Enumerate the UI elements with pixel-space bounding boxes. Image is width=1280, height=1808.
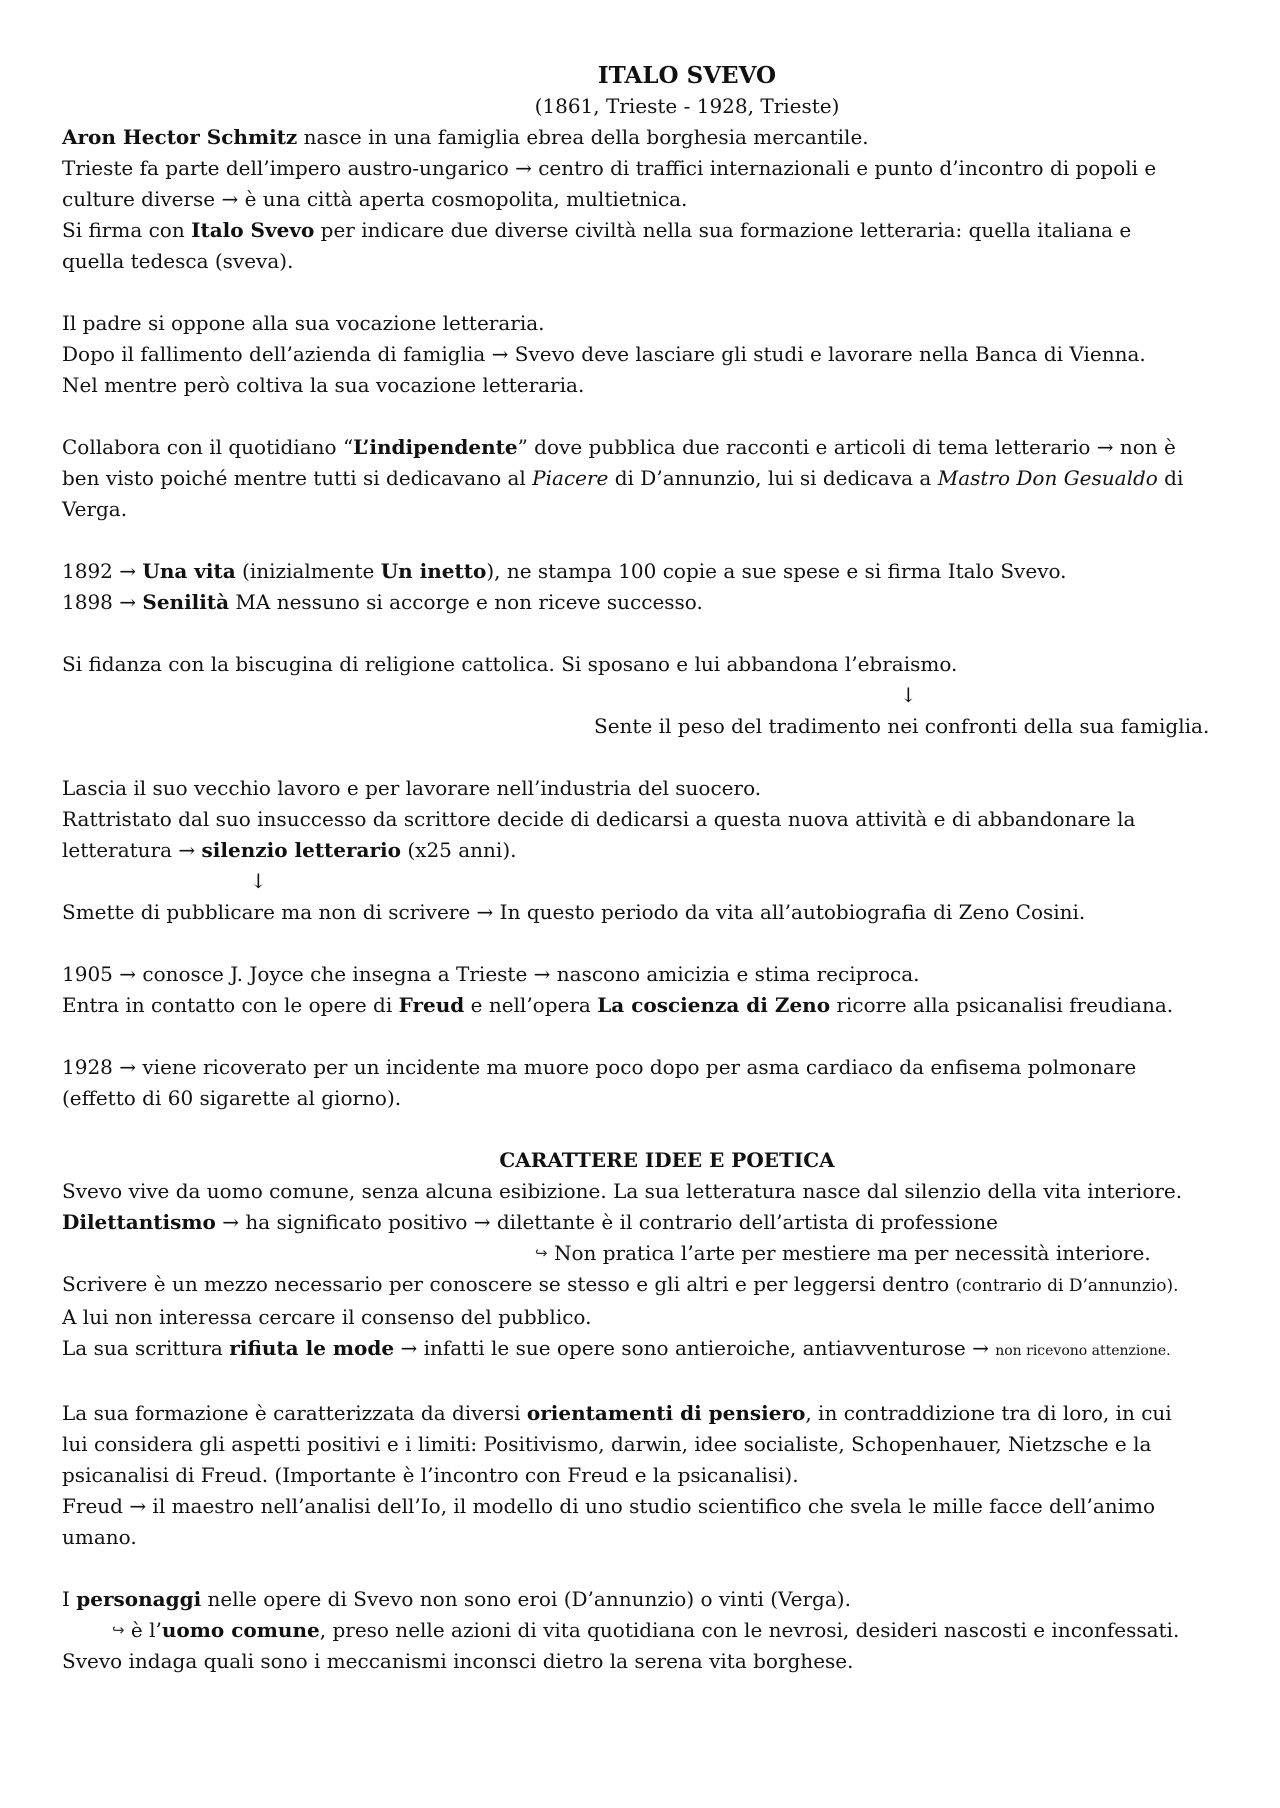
characters-line-2: ↪ è l’uomo comune, preso nelle azioni di vita quotidiana con le nevrosi, desideri nascosti e inconfessati. bbox=[112, 1618, 1180, 1642]
work-mastro-don-gesualdo: Mastro Don Gesualdo bbox=[937, 466, 1158, 490]
bio-line-4: Si firma con Italo Svevo per indicare due diverse civiltà nella sua formazione letteraria: quella italiana e bbox=[62, 218, 1132, 242]
poetics-line-1: Svevo vive da uomo comune, senza alcuna esibizione. La sua letteratura nasce dal silenzio della vita interiore. bbox=[62, 1179, 1183, 1203]
silence-line-4: Smette di pubblicare ma non di scrivere → In questo periodo da vita all’autobiografia di Zeno Cosini. bbox=[62, 900, 1086, 924]
collab-line-3: Verga. bbox=[62, 497, 128, 521]
bio-line-2: Trieste fa parte dell’impero austro-ungarico → centro di traffici internazionali e punto d’incontro di popoli e bbox=[62, 156, 1157, 180]
family-line-2: Dopo il fallimento dell’azienda di famiglia → Svevo deve lasciare gli studi e lavorare nella Banca di Vienna. bbox=[62, 342, 1146, 366]
formation-line-4: Freud → il maestro nell’analisi dell’Io, il modello di uno studio scientifico che svela le mille facce dell’animo bbox=[62, 1494, 1156, 1518]
common-man-term: uomo comune bbox=[161, 1618, 320, 1642]
silence-line-2: Rattristato dal suo insuccesso da scrittore decide di dedicarsi a questa nuova attività e di abbandonare la bbox=[62, 807, 1136, 831]
collab-line-1: Collabora con il quotidiano “L’indipendente” dove pubblica due racconti e articoli di tema letterario → non è bbox=[62, 435, 1176, 459]
works-line-1: 1892 → Una vita (inizialmente Un inetto), ne stampa 100 copie a sue spese e si firma Italo Svevo. bbox=[62, 559, 1067, 583]
spacer bbox=[62, 1553, 1232, 1584]
formation-line-1: La sua formazione è caratterizzata da diversi orientamenti di pensiero, in contraddizione tra di loro, in cui bbox=[62, 1401, 1172, 1425]
rejects-trends: rifiuta le mode bbox=[229, 1336, 395, 1360]
thought-orientations: orientamenti di pensiero bbox=[526, 1401, 806, 1425]
work-un-inetto: Un inetto bbox=[380, 559, 487, 583]
spacer bbox=[62, 401, 1232, 432]
down-arrow-icon: ↓ bbox=[250, 869, 267, 893]
poetics-line-5: A lui non interessa cercare il consenso del pubblico. bbox=[62, 1305, 592, 1329]
life-dates: (1861, Trieste - 1928, Trieste) bbox=[534, 94, 840, 118]
newspaper-name: L’indipendente bbox=[353, 435, 518, 459]
hook-arrow-icon: ↪ bbox=[535, 1244, 548, 1262]
works-line-2: 1898 → Senilità MA nessuno si accorge e non riceve successo. bbox=[62, 590, 703, 614]
poetics-line-3: ↪ Non pratica l’arte per mestiere ma per necessità interiore. bbox=[535, 1241, 1151, 1265]
bio-line-3: culture diverse → è una città aperta cosmopolita, multietnica. bbox=[62, 187, 688, 211]
family-line-3: Nel mentre però coltiva la sua vocazione letteraria. bbox=[62, 373, 585, 397]
silence-line-3: letteratura → silenzio letterario (x25 anni). bbox=[62, 838, 517, 862]
poetics-line-6: La sua scrittura rifiuta le mode → infatti le sue opere sono antieroiche, antiavventurose → non ricevono attenzione. bbox=[62, 1336, 1171, 1360]
spacer bbox=[62, 742, 1232, 773]
spacer bbox=[62, 928, 1232, 959]
work-coscienza-di-zeno: La coscienza di Zeno bbox=[597, 993, 831, 1017]
collab-line-2: ben visto poiché mentre tutti si dedicavano al Piacere di D’annunzio, lui si dedicava a Mastro Don Gesualdo di bbox=[62, 466, 1184, 490]
document-page bbox=[62, 60, 1232, 1677]
silence-line-1: Lascia il suo vecchio lavoro e per lavorare nell’industria del suocero. bbox=[62, 776, 762, 800]
characters-line-1: I personaggi nelle opere di Svevo non sono eroi (D’annunzio) o vinti (Verga). bbox=[62, 1587, 851, 1611]
formation-line-2: lui considera gli aspetti positivi e i limiti: Positivismo, darwin, idee socialiste, Schopenhauer, Nietzsche e la bbox=[62, 1432, 1152, 1456]
characters-line-3: Svevo indaga quali sono i meccanismi inconsci dietro la serena vita borghese. bbox=[62, 1649, 854, 1673]
characters-term: personaggi bbox=[76, 1587, 202, 1611]
marriage-line-1: Si fidanza con la biscugina di religione cattolica. Si sposano e lui abbandona l’ebraismo. bbox=[62, 652, 958, 676]
spacer bbox=[62, 1021, 1232, 1052]
spacer bbox=[62, 277, 1232, 308]
down-arrow-icon: ↓ bbox=[900, 683, 917, 707]
death-line-1: 1928 → viene ricoverato per un incidente ma muore poco dopo per asma cardiaco da enfisema polmonare bbox=[62, 1055, 1137, 1079]
dilettantismo-term: Dilettantismo bbox=[62, 1210, 216, 1234]
spacer bbox=[62, 618, 1232, 649]
bio-line-1: Aron Hector Schmitz nasce in una famiglia ebrea della borghesia mercantile. bbox=[62, 125, 869, 149]
joyce-line-1: 1905 → conosce J. Joyce che insegna a Trieste → nascono amicizia e stima reciproca. bbox=[62, 962, 920, 986]
poetics-line-4: Scrivere è un mezzo necessario per conoscere se stesso e gli altri e per leggersi dentro (contrario di D’annunzio). bbox=[62, 1272, 1179, 1296]
formation-line-3: psicanalisi di Freud. (Importante è l’incontro con Freud e la psicanalisi). bbox=[62, 1463, 799, 1487]
bio-line-5: quella tedesca (sveva). bbox=[62, 249, 294, 273]
formation-line-5: umano. bbox=[62, 1525, 137, 1549]
work-piacere: Piacere bbox=[532, 466, 609, 490]
work-una-vita: Una vita bbox=[142, 559, 236, 583]
family-line-1: Il padre si oppone alla sua vocazione letteraria. bbox=[62, 311, 545, 335]
literary-silence: silenzio letterario bbox=[201, 838, 401, 862]
spacer bbox=[62, 525, 1232, 556]
section-heading: CARATTERE IDEE E POETICA bbox=[499, 1148, 835, 1172]
marriage-line-2: Sente il peso del tradimento nei confronti della sua famiglia. bbox=[594, 714, 1210, 738]
work-senilita: Senilità bbox=[142, 590, 230, 614]
freud-name: Freud bbox=[398, 993, 465, 1017]
death-line-2: (effetto di 60 sigarette al giorno). bbox=[62, 1086, 402, 1110]
poetics-line-2: Dilettantismo → ha significato positivo → dilettante è il contrario dell’artista di professione bbox=[62, 1210, 998, 1234]
spacer bbox=[62, 1367, 1232, 1398]
joyce-line-2: Entra in contatto con le opere di Freud e nell’opera La coscienza di Zeno ricorre alla psicanalisi freudiana. bbox=[62, 993, 1174, 1017]
spacer bbox=[62, 1114, 1232, 1145]
page-title: ITALO SVEVO bbox=[597, 62, 777, 89]
birth-name: Aron Hector Schmitz bbox=[62, 125, 298, 149]
pen-name: Italo Svevo bbox=[191, 218, 315, 242]
hook-arrow-icon: ↪ bbox=[112, 1621, 125, 1639]
